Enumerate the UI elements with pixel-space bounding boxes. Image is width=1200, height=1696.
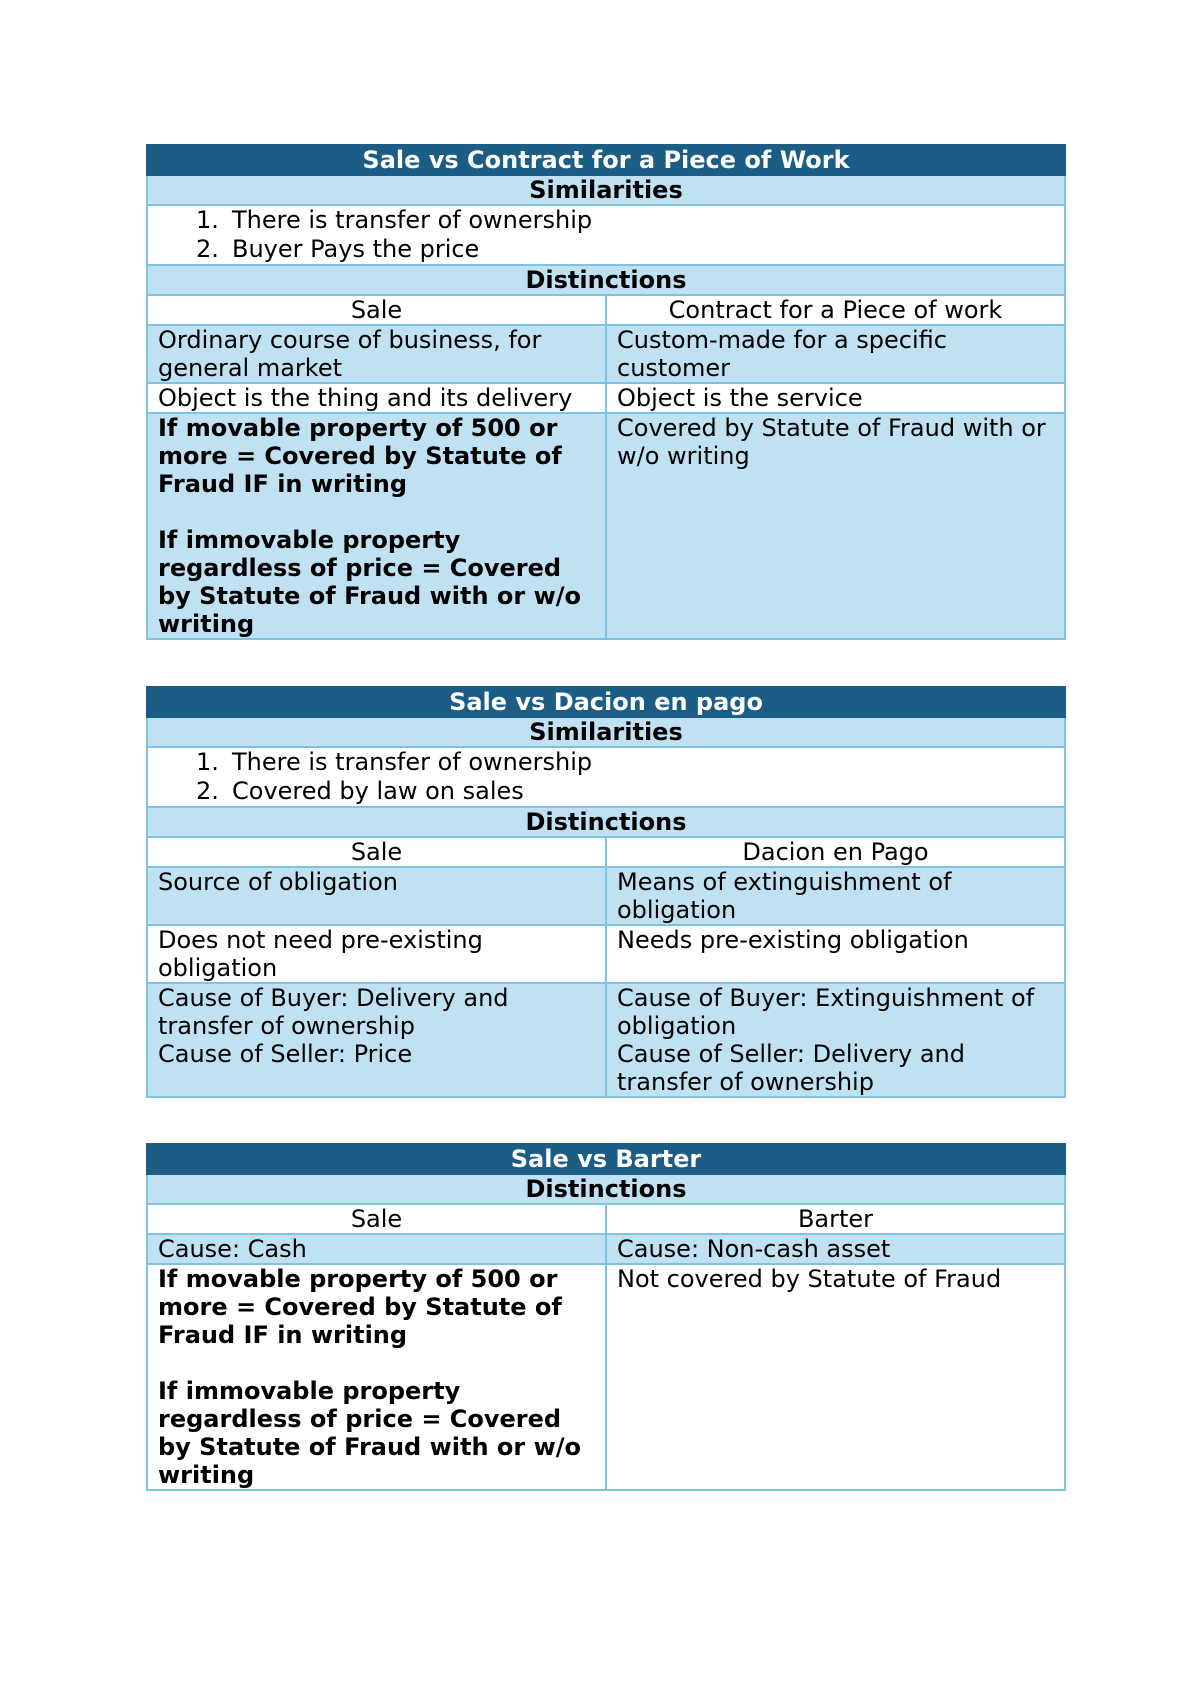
column-header-sale: Sale xyxy=(147,837,606,867)
table-sale-vs-dacion xyxy=(146,686,1066,1098)
cell-left: Does not need pre-existing obligation xyxy=(147,925,606,983)
column-header-sale: Sale xyxy=(147,1204,606,1234)
column-header-piece-of-work: Contract for a Piece of work xyxy=(606,295,1065,325)
cell-left xyxy=(147,413,606,639)
similarities-cell xyxy=(147,205,1065,265)
cell-left: Object is the thing and its delivery xyxy=(147,383,606,413)
cause-buyer: Cause of Buyer: Delivery and transfer of ownership xyxy=(158,984,509,1040)
list-text: There is transfer of ownership xyxy=(232,206,593,234)
statute-fraud-immovable: If immovable property regardless of price = Covered by Statute of Fraud with or w/o writing xyxy=(158,526,582,638)
similarities-header: Similarities xyxy=(147,175,1065,205)
list-item xyxy=(196,748,1054,777)
distinctions-header: Distinctions xyxy=(147,807,1065,837)
statute-fraud-movable: If movable property of 500 or more = Covered by Statute of Fraud IF in writing xyxy=(158,414,562,498)
table-row xyxy=(147,413,1065,639)
cell-left: Cause: Cash xyxy=(147,1234,606,1264)
table-row xyxy=(147,383,1065,413)
similarities-list xyxy=(158,206,1054,264)
table-row xyxy=(147,1234,1065,1264)
list-item xyxy=(196,206,1054,235)
cell-right: Custom-made for a specific customer xyxy=(606,325,1065,383)
paragraph-gap xyxy=(158,498,595,526)
table-sale-vs-barter xyxy=(146,1143,1066,1491)
list-number: 1. xyxy=(196,206,219,234)
table-title: Sale vs Barter xyxy=(147,1144,1065,1174)
table-row xyxy=(147,983,1065,1097)
cell-right: Cause: Non-cash asset xyxy=(606,1234,1065,1264)
statute-fraud-immovable: If immovable property regardless of price = Covered by Statute of Fraud with or w/o writing xyxy=(158,1377,582,1489)
table-row xyxy=(147,925,1065,983)
cause-seller: Cause of Seller: Delivery and transfer of ownership xyxy=(617,1040,965,1096)
list-text: There is transfer of ownership xyxy=(232,748,593,776)
list-text: Covered by law on sales xyxy=(232,777,524,805)
similarities-list xyxy=(158,748,1054,806)
table-title: Sale vs Contract for a Piece of Work xyxy=(147,145,1065,175)
table-title: Sale vs Dacion en pago xyxy=(147,687,1065,717)
cell-right: Means of extinguishment of obligation xyxy=(606,867,1065,925)
similarities-header: Similarities xyxy=(147,717,1065,747)
column-header-sale: Sale xyxy=(147,295,606,325)
cell-right: Needs pre-existing obligation xyxy=(606,925,1065,983)
table-row xyxy=(147,867,1065,925)
similarities-cell xyxy=(147,747,1065,807)
cell-right: Covered by Statute of Fraud with or w/o writing xyxy=(606,413,1065,639)
list-number: 2. xyxy=(196,235,219,263)
cell-left: Ordinary course of business, for general market xyxy=(147,325,606,383)
table-sale-vs-piece-of-work xyxy=(146,144,1066,640)
cell-left: Source of obligation xyxy=(147,867,606,925)
paragraph-gap xyxy=(158,1349,595,1377)
distinctions-header: Distinctions xyxy=(147,265,1065,295)
list-number: 2. xyxy=(196,777,219,805)
cell-right: Not covered by Statute of Fraud xyxy=(606,1264,1065,1490)
list-text: Buyer Pays the price xyxy=(232,235,480,263)
cause-buyer: Cause of Buyer: Extinguishment of obligation xyxy=(617,984,1035,1040)
statute-fraud-movable: If movable property of 500 or more = Covered by Statute of Fraud IF in writing xyxy=(158,1265,562,1349)
cell-right xyxy=(606,983,1065,1097)
distinctions-header: Distinctions xyxy=(147,1174,1065,1204)
list-item xyxy=(196,235,1054,264)
table-row xyxy=(147,1264,1065,1490)
list-number: 1. xyxy=(196,748,219,776)
cell-right: Object is the service xyxy=(606,383,1065,413)
cell-left xyxy=(147,1264,606,1490)
list-item xyxy=(196,777,1054,806)
cell-left xyxy=(147,983,606,1097)
column-header-barter: Barter xyxy=(606,1204,1065,1234)
cause-seller: Cause of Seller: Price xyxy=(158,1040,413,1068)
table-row xyxy=(147,325,1065,383)
column-header-dacion: Dacion en Pago xyxy=(606,837,1065,867)
